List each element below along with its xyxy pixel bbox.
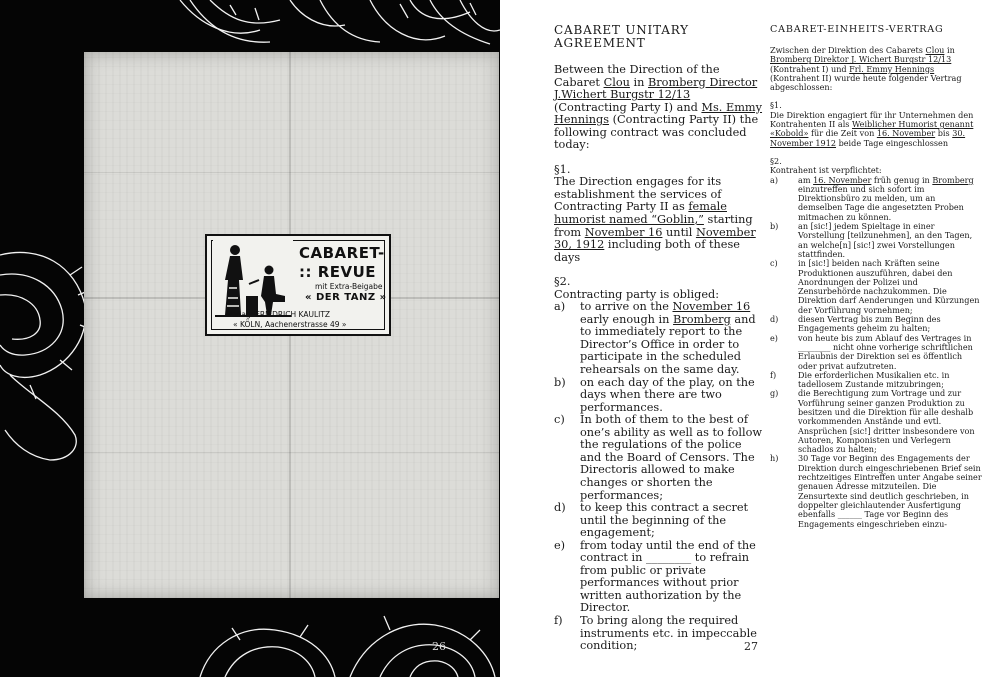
german-intro	[770, 46, 982, 92]
stamp-publisher: Verlag: FRIEDRICH KAULITZ	[227, 310, 331, 319]
text-run: Between the Direction of the Cabaret	[554, 63, 720, 89]
text-run: am	[798, 174, 814, 185]
german-section-1-body	[770, 111, 982, 148]
obligation-text	[798, 176, 982, 222]
obligation-label: b)	[770, 221, 779, 232]
stamp-title-dance: « DER TANZ »	[305, 292, 387, 303]
text-run: beide Tage eingeschlossen	[836, 137, 949, 148]
obligation-text	[580, 615, 764, 653]
underlined-filled-value: Weiblicher Humorist genannt «Kobold»	[770, 119, 974, 139]
text-run: an [sic!] jedem Spieltage in einer Vorstellung [teilzunehmen], an den Tagen, an welche[n] [sic!] zwei Vorstellungen stattfinden.	[798, 221, 973, 259]
english-translation-column	[554, 24, 764, 653]
text-run: Zwischen der Direktion des Cabarets	[770, 45, 926, 55]
obligation-label: e)	[770, 332, 778, 343]
text-run: (Kontrahent I) und	[770, 63, 850, 74]
text-run: von heute bis zum Ablauf des Vertrages in ________ nicht ohne vorherige schriftlichen Erlaubnis der Direktion sei es öffentlich oder privat aufzutreten.	[798, 332, 973, 371]
obligation-text	[798, 334, 982, 371]
underlined-filled-value: November 30, 1912	[554, 225, 756, 252]
flower-illustration-left	[0, 235, 90, 465]
obligation-label: b)	[554, 375, 566, 389]
english-section-1-heading: §1.	[554, 162, 571, 176]
right-page	[500, 0, 1000, 677]
obligation-text	[580, 301, 764, 376]
text-run: and to immediately report to the Director’s Office in order to participate in the scheduled rehearsals on the same day.	[580, 312, 756, 377]
fold-line	[84, 452, 499, 453]
obligation-text	[580, 540, 764, 615]
obligation-item	[770, 259, 982, 315]
underlined-filled-value: Bromberg Direktor J. Wichert Burgstr 12/13	[770, 54, 952, 65]
fold-line	[84, 172, 499, 173]
text-run: including both of these days	[554, 238, 740, 264]
underlined-filled-value: Bromberg	[673, 312, 731, 326]
text-run: In both of them to the best of one’s ability as well as to follow the regulations of the police and the Board of Censors. The Directoris allowed to make changes or shorten the performances;	[580, 413, 763, 502]
obligation-item	[770, 222, 982, 259]
underlined-filled-value: Ms. Emmy Hennings	[554, 100, 763, 127]
text-run: until	[662, 225, 696, 239]
obligation-text	[580, 414, 764, 502]
obligation-item	[554, 615, 764, 653]
flower-illustration-top	[170, 0, 500, 60]
underlined-filled-value: 30. November 1912	[770, 128, 966, 148]
obligation-item	[770, 389, 982, 454]
text-run: in	[629, 75, 648, 89]
text-run: einzutreffen und sich sofort im Direktionsbüro zu melden, um an demselben Tage die angesetzten Proben mitmachen zu können.	[798, 183, 964, 222]
stamp-title-revue: :: REVUE	[299, 263, 377, 281]
underlined-filled-value: November 16	[672, 300, 751, 314]
obligation-label: e)	[554, 538, 566, 552]
text-run: die Berechtigung zum Vortrage und zur Vorführung seiner ganzen Produktion zu besitzen und die Direktion für alle deshalb vorkommenden Anstände und evtl. Ansprüchen [sic!] dritter insbesondere von Autoren, Komponisten und Verlegern schadlos zu halten;	[798, 388, 975, 455]
stamp-subtitle: mit Extra-Beigabe	[315, 282, 383, 291]
underlined-filled-value: Clou	[603, 75, 630, 89]
text-run: 30 Tage vor Beginn des Engagements der Direktion durch eingeschriebenen Brief sein rechtzeitiges Eintreffen unter Angabe seiner genauen Adresse mitzuteilen. Die Zensurtexte sind deutlich geschrieben, in doppelter gleichlautender Ausfertigung ebenfalls ______ Tage vor Beginn des Engagements eingeschrieben einzu-	[798, 453, 982, 529]
obligation-label: d)	[554, 501, 566, 515]
text-run: in [sic!] beiden nach Kräften seine Produktionen auszuführen, dabei den Anordnungen der Polizei und Zensurbehörde nachzukommen. Die Direktion darf Aenderungen und Kürzungen der Vorführung vornehmen;	[798, 258, 980, 315]
text-run: Die erforderlichen Musikalien etc. in tadellosem Zustande mitzubringen;	[798, 369, 950, 390]
obligation-label: a)	[770, 174, 778, 185]
german-section-2-intro: Kontrahent ist verpflichtet:	[770, 165, 882, 176]
english-obligations-list	[554, 301, 764, 652]
obligation-label: f)	[770, 369, 777, 380]
obligation-text	[580, 377, 764, 415]
obligation-text	[798, 222, 982, 259]
obligation-label: h)	[770, 453, 779, 464]
german-original-column	[770, 24, 982, 529]
german-section-2-heading: §2.	[770, 155, 782, 166]
text-run: to keep this contract a secret until the beginning of the engagement;	[580, 501, 749, 540]
underlined-filled-value: Bromberg	[932, 174, 974, 185]
underlined-filled-value: Bromberg Director J.Wichert Burgstr 12/13	[554, 75, 758, 102]
text-run: (Kontrahent II) wurde heute folgender Vertrag abgeschlossen:	[770, 72, 962, 93]
obligation-item	[770, 315, 982, 334]
underlined-filled-value: 16. November	[813, 174, 872, 185]
text-run: bis	[935, 128, 953, 139]
underlined-filled-value: November 16	[584, 225, 663, 239]
obligation-item	[554, 502, 764, 540]
text-run: in	[944, 45, 955, 55]
text-run: (Contracting Party II) the following contract was concluded today:	[554, 113, 759, 152]
obligation-item	[554, 301, 764, 376]
text-run: (Contracting Party I) and	[554, 100, 702, 114]
english-section-2-heading: §2.	[554, 275, 571, 289]
underlined-filled-value: Frl. Emmy Hennings	[849, 63, 935, 74]
obligation-label: c)	[770, 258, 778, 269]
publisher-stamp	[205, 234, 391, 336]
text-run: früh genug in	[871, 174, 933, 185]
english-section-1-body	[554, 176, 764, 264]
obligation-item	[770, 334, 982, 371]
stamp-title-cabaret: CABARET-	[299, 244, 385, 262]
english-section-2-intro: Contracting party is obliged:	[554, 287, 720, 301]
underlined-filled-value: female humorist named “Goblin,”	[554, 200, 727, 227]
obligation-label: c)	[554, 413, 565, 427]
obligation-text	[798, 315, 982, 334]
obligation-text	[798, 389, 982, 454]
underlined-filled-value: Clou	[925, 45, 945, 55]
text-run: to arrive on the	[580, 300, 673, 314]
obligation-text	[798, 371, 982, 390]
obligation-label: d)	[770, 314, 779, 325]
page-number-right: 27	[744, 640, 758, 653]
text-run: starting from	[554, 213, 753, 239]
text-run: from today until the end of the contract in ________ to refrain from public or private performances without prior written authorization by the Director.	[580, 538, 756, 615]
german-section-1-heading: §1.	[770, 100, 782, 111]
obligation-item	[554, 414, 764, 502]
flower-illustration-bottom	[180, 585, 500, 677]
underlined-filled-value: 16. November	[876, 128, 936, 139]
obligation-item	[770, 371, 982, 390]
obligation-item	[554, 540, 764, 615]
stamp-address: « KÖLN, Aachenerstrasse 49 »	[233, 320, 347, 329]
obligation-label: f)	[554, 613, 563, 627]
obligation-item	[554, 377, 764, 415]
english-intro	[554, 64, 764, 152]
text-run: on each day of the play, on the days when there are two performances.	[580, 375, 755, 414]
text-run: Die Direktion engagiert für ihr Unternehmen den Kontrahenten II als	[770, 109, 974, 130]
obligation-text	[798, 259, 982, 315]
obligation-label: a)	[554, 300, 566, 314]
text-run: early enough in	[580, 312, 674, 326]
obligation-text	[580, 502, 764, 540]
german-obligations-list	[770, 176, 982, 529]
obligation-label: g)	[770, 388, 779, 399]
obligation-text	[798, 454, 982, 528]
german-title: CABARET-EINHEITS-VERTRAG	[770, 24, 944, 35]
cabaret-performers-illustration	[213, 240, 293, 320]
text-run: The Direction engages for its establishment the services of Contracting Party II as	[554, 175, 722, 214]
obligation-item	[770, 176, 982, 222]
page-number-left: 26	[432, 640, 446, 653]
english-title: CABARET UNITARY AGREEMENT	[554, 23, 689, 50]
text-run: To bring along the required instruments etc. in impeccable condition;	[580, 613, 757, 653]
text-run: für die Zeit von	[808, 128, 877, 139]
text-run: diesen Vertrag bis zum Beginn des Engagements geheim zu halten;	[798, 314, 941, 334]
obligation-item	[770, 454, 982, 528]
